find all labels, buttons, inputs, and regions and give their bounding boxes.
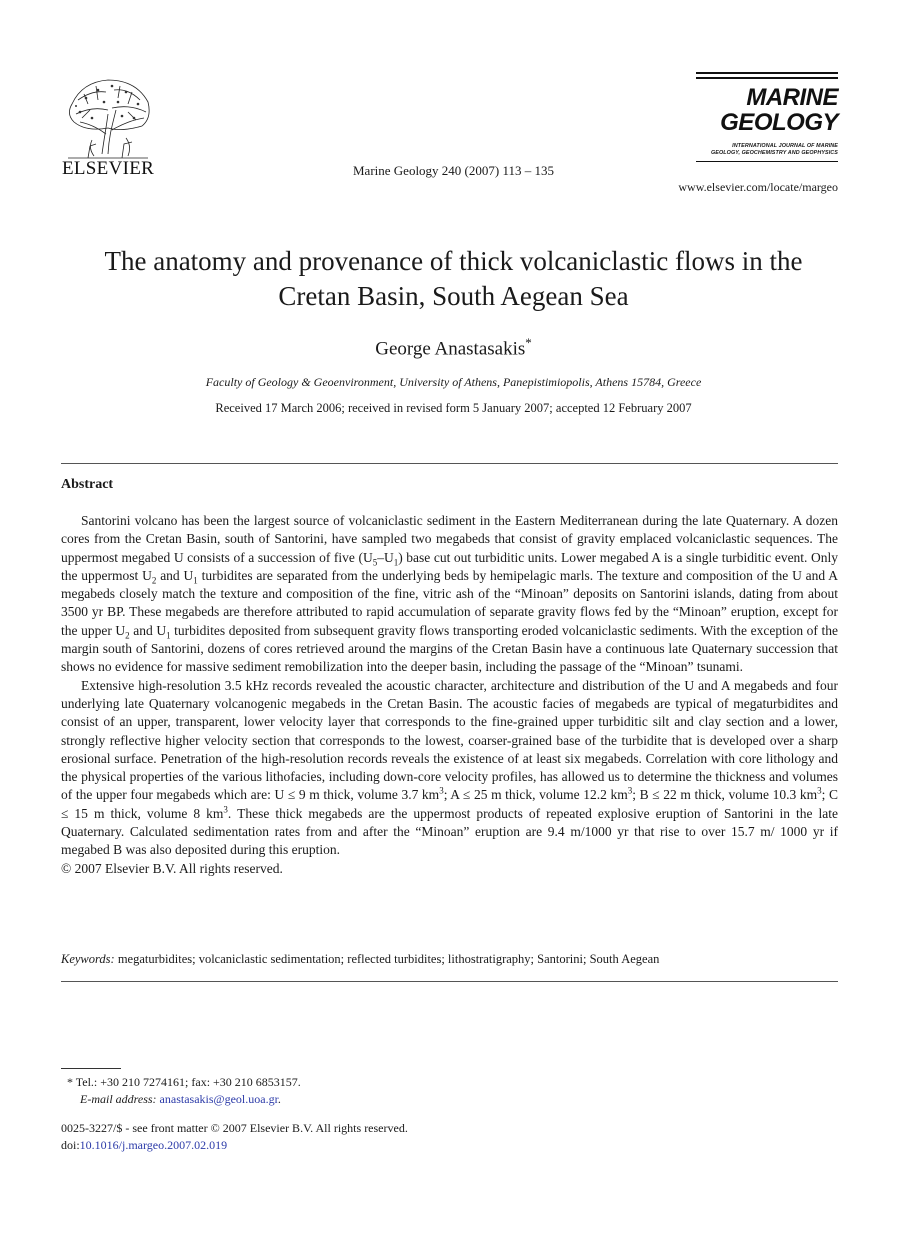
divider-bottom	[61, 981, 838, 982]
footnote-mark: *	[67, 1075, 73, 1089]
article-history: Received 17 March 2006; received in revised form 5 January 2007; accepted 12 February 2007	[215, 401, 692, 415]
abstract-paragraph-1: Santorini volcano has been the largest source of volcaniclastic sediment in the Eastern Mediterranean during the late Quaternary. A dozen cores from the Cretan Basin, south of Santorini, have sampled two megabeds that consist of gravity emplaced volcaniclastic sequences. The uppermost megabed U consists of a succession of five $(U_5-U_1)$ base cut out turbiditic units. Lower megabed A is a single turbiditic event. Only the uppermost $U_2$ and $U_1$ turbidites are separated from the underlying beds by hemipelagic marls. The texture and composition of the U and A megabeds closely match the texture and composition of the fine, vitric ash of the “Minoan” deposits on Santorini islands, dating from about 3500 yr BP. These megabeds are therefore attributed to rapid accumulation of separate gravity flows fed by the “Minoan” eruption, except for the upper $U_2$ and $U_1$ turbidites deposited from subsequent gravity flows transporting eroded volcaniclastic sediments. With the exception of the margin south of Santorini, dozens of cores retrieved around the margins of the Cretan Basin have a continuous late Quaternary succession that shows no evidence for massive sediment remobilization into the deeper basin, including the passage of the “Minoan” tsunami.	[61, 513, 839, 675]
abstract-heading: Abstract	[61, 477, 114, 492]
journal-citation: Marine Geology 240 (2007) 113 – 135	[353, 163, 554, 178]
keywords-label: Keywords:	[61, 952, 115, 966]
doi-label: doi:	[61, 1138, 80, 1152]
author-name[interactable]: George Anastasakis	[375, 338, 526, 360]
journal-name-line1: MARINE	[746, 84, 838, 111]
footnote-email: E-mail address: anastasakis@geol.uoa.gr.	[80, 1092, 281, 1106]
abstract-body	[61, 512, 838, 878]
article-title-line2: Cretan Basin, South Aegean Sea	[278, 281, 629, 311]
journal-url-link[interactable]: www.elsevier.com/locate/margeo	[678, 180, 838, 194]
abstract-paragraph-2: Extensive high-resolution 3.5 kHz records revealed the acoustic character, architecture and distribution of the U and A megabeds and four underlying late Quaternary volcanogenic megabeds in the Cretan Basin. The acoustic facies of megabeds are typical of megaturbidites and consist of an upper, transparent, lower velocity layer that corresponds to the fine-grained upper turbiditic silt and clay section and a lower, strongly reflective higher velocity section that corresponds to the lowest, coarser-grained base of the turbidite that is developed over a sharp erosional surface. Penetration of the high-resolution records reveals the existence of at least six megabeds. Correlation with core lithology and the physical properties of the various lithofacies, including down-core velocity profiles, has allowed us to determine the thickness and volumes of the upper four megabeds which are: U ≤ 9 m thick, volume 3.7 $km^3$; A ≤ 25 m thick, volume 12.2 $km^3$; B ≤ 22 m thick, volume 10.3 $km^3$; C ≤ 15 m thick, volume 8 $km^3$. These thick megabeds are the uppermost products of repeated explosive eruption of Santorini in the late Quaternary. Calculated sedimentation rates from and after the “Minoan” eruption are 9.4 m/1000 yr that rise to over 15.7 m/ 1000 yr if megabed B was also deposited during this eruption.	[61, 677, 838, 858]
journal-logo-rule	[696, 72, 838, 74]
publisher-name: ELSEVIER	[62, 158, 155, 179]
author-affiliation: Faculty of Geology & Geoenvironment, University of Athens, Panepistimiopolis, Athens 15784, Greece	[205, 375, 702, 389]
author-line	[0, 335, 907, 360]
footnote-contact	[67, 1074, 301, 1091]
journal-name	[696, 85, 838, 135]
divider-top	[61, 463, 838, 464]
issn-line: 0025-3227/$ - see front matter © 2007 Elsevier B.V. All rights reserved.	[61, 1121, 408, 1135]
keywords	[61, 952, 838, 967]
footnote-tel: Tel.: +30 210 7274161; fax: +30 210 6853157.	[73, 1075, 301, 1089]
journal-logo-bottom-rule	[696, 161, 838, 162]
abstract-copyright: © 2007 Elsevier B.V. All rights reserved.	[61, 860, 283, 876]
author-footnote-mark[interactable]: *	[525, 335, 532, 350]
doi-link[interactable]: 10.1016/j.margeo.2007.02.019	[79, 1138, 228, 1152]
keywords-list: megaturbidites; volcaniclastic sedimentation; reflected turbidites; lithostratigraphy; Santorini; South Aegean	[114, 952, 660, 966]
article-title	[60, 244, 847, 314]
journal-subtitle	[696, 143, 838, 157]
article-title-line1: The anatomy and provenance of thick volcaniclastic flows in the	[104, 246, 803, 276]
journal-logo-rule	[696, 77, 838, 79]
journal-subtitle-line2: GEOLOGY, GEOCHEMISTRY AND GEOPHYSICS	[710, 150, 838, 156]
journal-logo	[696, 72, 838, 162]
doi-line	[61, 1137, 227, 1154]
footnote-rule	[61, 1068, 121, 1069]
journal-subtitle-line1: INTERNATIONAL JOURNAL OF MARINE	[732, 143, 838, 149]
email-link[interactable]: anastasakis@geol.uoa.gr	[159, 1092, 278, 1106]
email-label: E-mail address:	[80, 1092, 157, 1106]
journal-name-line2: GEOLOGY	[720, 109, 838, 136]
